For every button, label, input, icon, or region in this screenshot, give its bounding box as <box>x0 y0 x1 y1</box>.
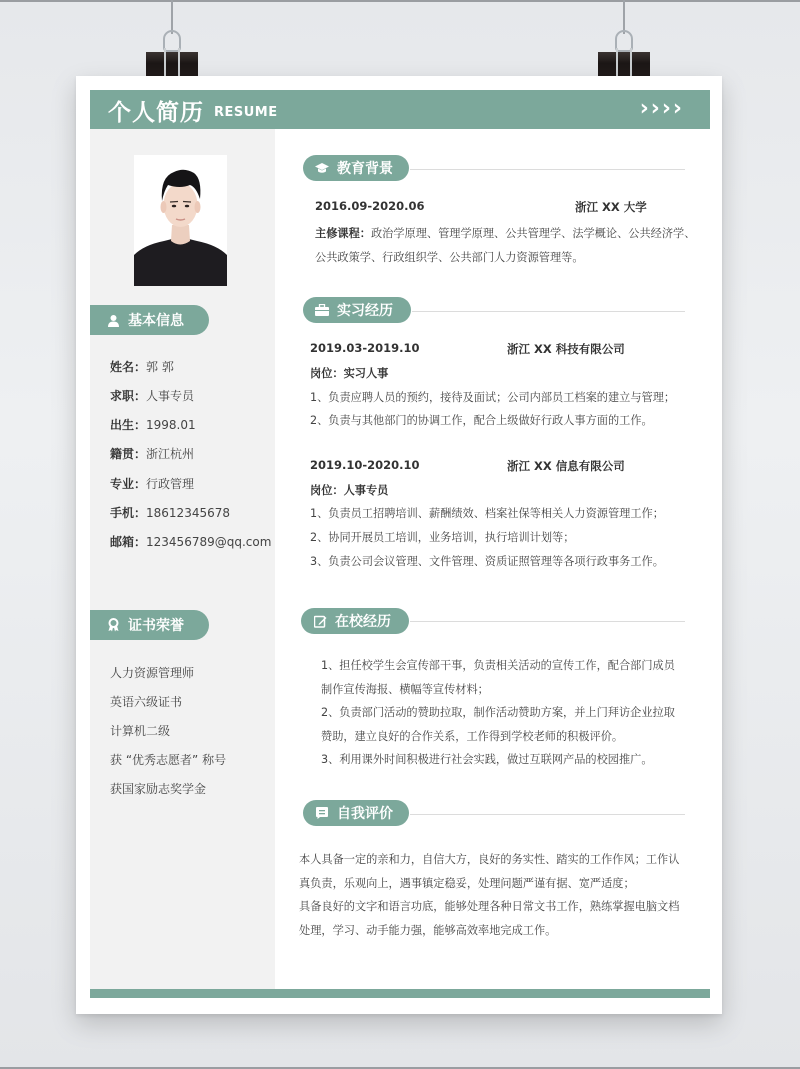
campus-line: 2、负责部门活动的赞助拉取，制作活动赞助方案，并上门拜访企业拉取 <box>321 706 675 719</box>
wall-top-edge <box>0 0 800 2</box>
job-2-duty: 3、负责公司会议管理、文件管理、资质证照管理等各项行政事务工作。 <box>310 555 664 568</box>
info-hometown: 籍贯：浙江杭州 <box>110 447 195 461</box>
section-divider <box>410 169 685 170</box>
avatar <box>134 155 227 286</box>
section-campus-label: 在校经历 <box>335 614 391 630</box>
section-certificates-heading <box>90 610 209 640</box>
campus-line: 3、利用课外时间积极进行社会实践，做过互联网产品的校园推广。 <box>321 753 653 766</box>
job-2-position: 岗位：人事专员 <box>310 484 389 497</box>
job-1-position: 岗位：实习人事 <box>310 367 389 380</box>
education-school: 浙江 XX 大学 <box>575 200 647 214</box>
footer-bar <box>90 989 710 998</box>
section-divider <box>412 311 685 312</box>
campus-line: 赞助，建立良好的合作关系，工作得到学校老师的积极评价。 <box>321 730 624 743</box>
section-campus-heading <box>301 608 409 634</box>
page-title: 个人简历 <box>108 100 204 126</box>
portrait-image <box>134 155 227 286</box>
comment-icon <box>315 806 329 820</box>
edit-icon <box>313 614 327 628</box>
section-education-label: 教育背景 <box>337 161 393 177</box>
user-icon <box>106 313 120 327</box>
job-2-period: 2019.10-2020.10 <box>310 458 420 472</box>
education-courses-line1: 主修课程：政治学原理、管理学原理、公共管理学、法学概论、公共经济学、 <box>315 227 696 240</box>
certificate-item: 获国家励志奖学金 <box>110 782 207 796</box>
page-subtitle: RESUME <box>214 105 278 120</box>
graduation-cap-icon <box>315 161 329 175</box>
campus-line: 1、担任校学生会宣传部干事，负责相关活动的宣传工作，配合部门成员 <box>321 659 675 672</box>
job-2-duty: 2、协同开展员工培训，业务培训，执行培训计划等； <box>310 531 575 544</box>
briefcase-icon <box>315 303 329 317</box>
campus-line: 制作宣传海报、横幅等宣传材料； <box>321 683 489 696</box>
section-divider <box>410 621 685 622</box>
chevrons-icon: ›››› <box>639 96 684 121</box>
info-email: 邮箱：123456789@qq.com <box>110 535 272 549</box>
job-1-duty: 2、负责与其他部门的协调工作，配合上级做好行政人事方面的工作。 <box>310 414 653 427</box>
info-name: 姓名：郭 郭 <box>110 360 174 374</box>
info-major: 专业：行政管理 <box>110 477 195 491</box>
job-1-duty: 1、负责应聘人员的预约，接待及面试；公司内部员工档案的建立与管理； <box>310 391 676 404</box>
award-icon <box>106 618 120 632</box>
education-period: 2016.09-2020.06 <box>315 199 425 213</box>
job-2-duty: 1、负责员工招聘培训、薪酬绩效、档案社保等相关人力资源管理工作； <box>310 507 664 520</box>
self-eval-line: 处理，学习、动手能力强，能够高效率地完成工作。 <box>299 924 557 937</box>
section-internship-label: 实习经历 <box>337 303 393 319</box>
job-2-company: 浙江 XX 信息有限公司 <box>507 459 625 473</box>
certificate-item: 计算机二级 <box>110 724 171 738</box>
certificate-item: 获 “优秀志愿者” 称号 <box>110 753 227 767</box>
resume-header <box>90 90 710 129</box>
certificate-item: 英语六级证书 <box>110 695 183 709</box>
job-1-period: 2019.03-2019.10 <box>310 341 420 355</box>
section-self-eval-heading <box>303 800 409 826</box>
education-courses-line2: 公共政策学、行政组织学、公共部门人力资源管理等。 <box>315 251 584 264</box>
self-eval-line: 本人具备一定的亲和力，自信大方，良好的务实性、踏实的工作作风；工作认 <box>299 853 680 866</box>
info-birth: 出生：1998.01 <box>110 418 196 432</box>
info-job-target: 求职：人事专员 <box>110 389 195 403</box>
section-basic-info-heading <box>90 305 209 335</box>
section-certificates-label: 证书荣誉 <box>128 618 184 634</box>
self-eval-line: 真负责，乐观向上，遇事镇定稳妥，处理问题严谨有据、宽严适度； <box>299 877 635 890</box>
job-1-company: 浙江 XX 科技有限公司 <box>507 342 625 356</box>
section-internship-heading <box>303 297 411 323</box>
section-self-eval-label: 自我评价 <box>337 806 393 822</box>
section-education-heading <box>303 155 409 181</box>
info-phone: 手机：18612345678 <box>110 506 230 520</box>
certificate-item: 人力资源管理师 <box>110 666 195 680</box>
self-eval-line: 具备良好的文字和语言功底，能够处理各种日常文书工作，熟练掌握电脑文档 <box>299 900 680 913</box>
section-divider <box>410 814 685 815</box>
section-basic-info-label: 基本信息 <box>128 313 184 329</box>
